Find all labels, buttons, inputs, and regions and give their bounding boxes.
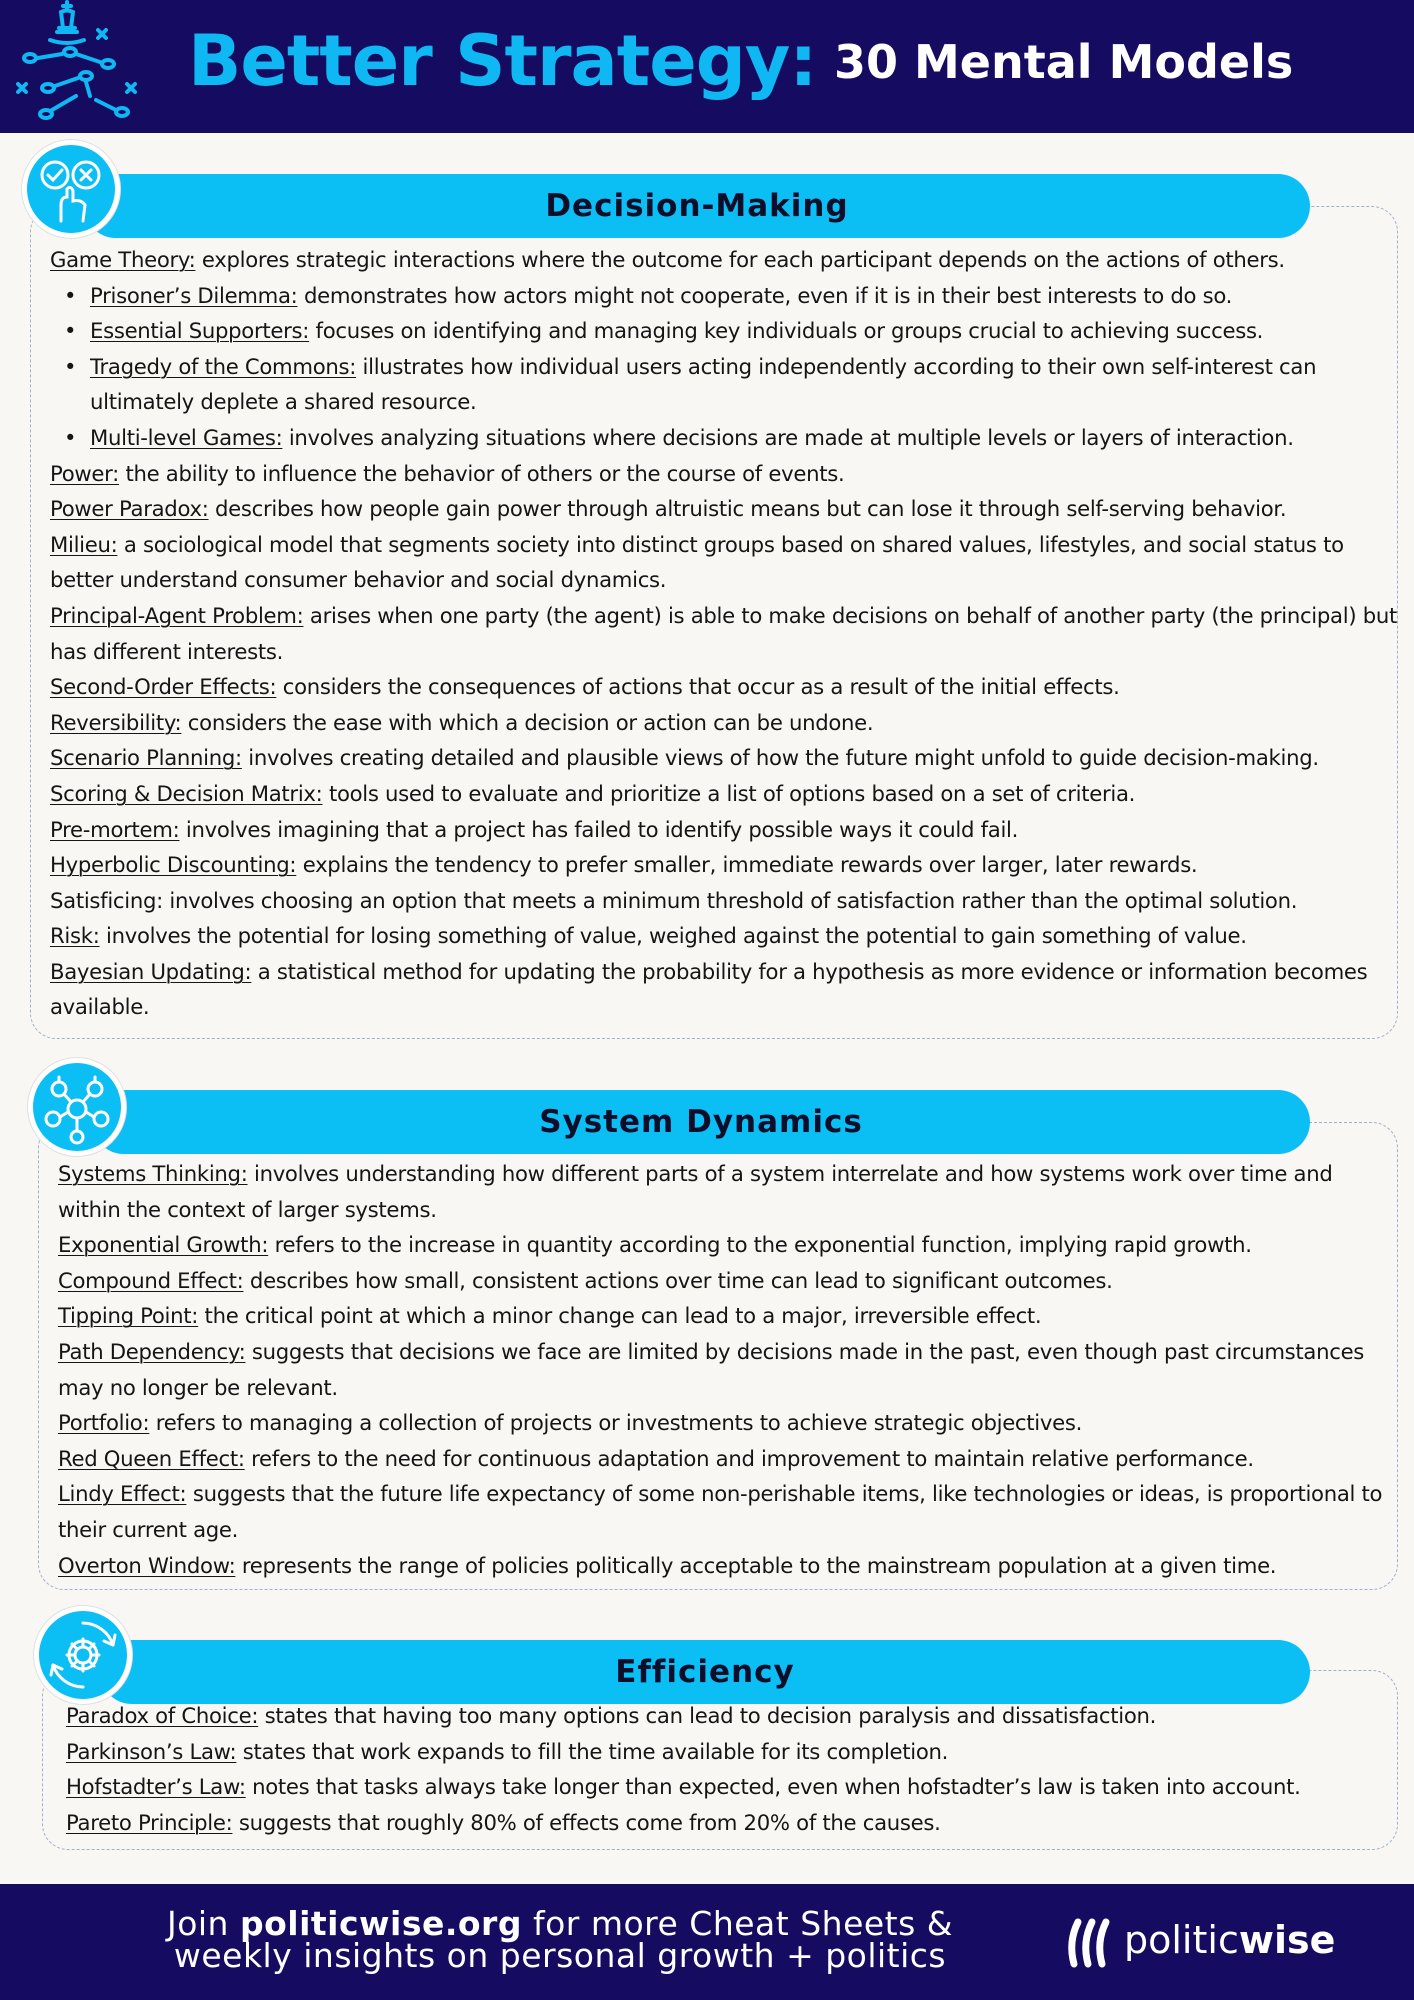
model-description: notes that tasks always take longer than expected, even when hofstadter’s law is taken into account. [245, 1774, 1301, 1800]
model-description: states that work expands to fill the time available for its completion. [236, 1738, 949, 1764]
model-description: arises when one party (the agent) is able to make decisions on behalf of another party (the principal) but has different interests. [50, 602, 1398, 664]
model-description: considers the ease with which a decision or action can be undone. [181, 709, 874, 735]
model-description: the ability to influence the behavior of others or the course of events. [119, 460, 845, 486]
chess-strategy-icon [12, 0, 142, 132]
model-description: refers to the increase in quantity according to the exponential function, implying rapid growth. [268, 1232, 1252, 1258]
bullet-list-item [50, 278, 1400, 314]
section-content [66, 1698, 1398, 1840]
model-entry [66, 1805, 1398, 1841]
model-description: Satisficing: involves choosing an option that meets a minimum threshold of satisfaction rather than the optimal solution. [50, 887, 1298, 913]
model-description: a statistical method for updating the probability for a hypothesis as more evidence or information becomes available. [50, 958, 1368, 1020]
section-title: Efficiency [615, 1654, 795, 1690]
model-term: Hofstadter’s Law: [66, 1774, 246, 1800]
model-description: involves imagining that a project has failed to identify possible ways it could fail. [179, 816, 1019, 842]
brand-bold: wise [1238, 1918, 1336, 1962]
gear-cycle-icon [34, 1606, 132, 1704]
model-description: considers the consequences of actions that occur as a result of the initial effects. [276, 674, 1120, 700]
model-entry [50, 740, 1400, 776]
model-description: involves the potential for losing something of value, weighed against the potential to gain something of value. [99, 923, 1247, 949]
brand-light: politic [1124, 1918, 1239, 1962]
model-entry [50, 776, 1400, 812]
section-efficiency [0, 1606, 1414, 1850]
model-entry [66, 1698, 1398, 1734]
bullet-list-item [50, 313, 1400, 349]
model-description: illustrates how individual users acting independently according to their own self-interest can ultimately deplete a shared resource. [90, 353, 1317, 415]
model-description: represents the range of policies politically acceptable to the mainstream population at a given time. [235, 1552, 1277, 1578]
cta-suffix: for more Cheat Sheets & [521, 1904, 954, 1943]
decision-icon [22, 140, 120, 238]
model-description: describes how people gain power through altruistic means but can lose it through self-serving behavior. [208, 496, 1287, 522]
model-term: Prisoner’s Dilemma: [90, 282, 298, 308]
model-entry [58, 1548, 1398, 1584]
model-entry [50, 669, 1400, 705]
model-term: Power: [50, 460, 120, 486]
model-description: focuses on identifying and managing key individuals or groups crucial to achieving success. [309, 318, 1264, 344]
header [0, 0, 1414, 133]
model-term: Power Paradox: [50, 496, 209, 522]
page-subtitle: 30 Mental Models [834, 35, 1294, 89]
model-term: Pareto Principle: [66, 1809, 233, 1835]
model-description: explains the tendency to prefer smaller, immediate rewards over larger, later rewards. [296, 852, 1198, 878]
model-entry [58, 1405, 1398, 1441]
section-content [58, 1156, 1398, 1583]
model-term: Principal-Agent Problem: [50, 602, 304, 628]
model-entry [58, 1476, 1398, 1547]
model-term: Hyperbolic Discounting: [50, 852, 297, 878]
model-entry [66, 1769, 1398, 1805]
cta-line2: weekly insights on personal growth + politics [173, 1936, 947, 1975]
model-term: Milieu: [50, 531, 118, 557]
model-description: involves analyzing situations where decisions are made at multiple levels or layers of interaction. [282, 424, 1294, 450]
model-description: suggests that roughly 80% of effects come from 20% of the causes. [232, 1809, 941, 1835]
cta-prefix: Join [166, 1904, 240, 1943]
model-description: states that having too many options can lead to decision paralysis and dissatisfaction. [258, 1703, 1157, 1728]
model-term: Tipping Point: [58, 1303, 199, 1329]
section-content [50, 242, 1400, 1025]
brand-name [1124, 1912, 1335, 1968]
section-banner [84, 174, 1310, 238]
model-term: Tragedy of the Commons: [90, 353, 357, 379]
model-entry [50, 242, 1400, 278]
section-system-dynamics [0, 1058, 1414, 1590]
model-entry [58, 1227, 1398, 1263]
model-term: Reversibility: [50, 709, 182, 735]
section-title: Decision-Making [545, 188, 849, 224]
model-description: tools used to evaluate and prioritize a list of options based on a set of criteria. [322, 780, 1136, 806]
network-icon [28, 1058, 126, 1156]
model-description: suggests that decisions we face are limited by decisions made in the past, even though past circumstances may no longer be relevant. [58, 1338, 1365, 1400]
politicwise-logo-icon [1064, 1914, 1116, 1970]
model-term: Scenario Planning: [50, 745, 242, 771]
model-entry [58, 1156, 1398, 1227]
model-description: refers to the need for continuous adaptation and improvement to maintain relative performance. [244, 1445, 1254, 1471]
model-term: Path Dependency: [58, 1338, 246, 1364]
model-term: Exponential Growth: [58, 1232, 269, 1258]
model-entry [58, 1334, 1398, 1405]
model-term: Portfolio: [58, 1410, 150, 1436]
section-title: System Dynamics [539, 1104, 863, 1140]
model-entry [50, 812, 1400, 848]
model-entry [50, 456, 1400, 492]
model-term: Red Queen Effect: [58, 1445, 245, 1471]
model-entry [58, 1441, 1398, 1477]
model-term: Game Theory: [50, 247, 196, 272]
model-entry [50, 883, 1400, 919]
footer-link[interactable]: politicwise.org [239, 1904, 522, 1943]
model-term: Overton Window: [58, 1552, 236, 1578]
model-term: Paradox of Choice: [66, 1703, 259, 1728]
model-description: demonstrates how actors might not cooperate, even if it is in their best interests to do so. [297, 282, 1233, 308]
model-term: Compound Effect: [58, 1267, 244, 1293]
model-description: describes how small, consistent actions over time can lead to significant outcomes. [243, 1267, 1113, 1293]
model-entry [50, 847, 1400, 883]
page-title: Better Strategy: [188, 20, 817, 102]
model-term: Systems Thinking: [58, 1161, 248, 1186]
model-description: the critical point at which a minor change can lead to a major, irreversible effect. [198, 1303, 1042, 1329]
model-term: Risk: [50, 923, 100, 949]
footer [0, 1884, 1414, 2000]
section-decision-making [0, 140, 1414, 1040]
model-description: refers to managing a collection of projects or investments to achieve strategic objectives. [149, 1410, 1083, 1436]
section-banner [100, 1640, 1310, 1704]
model-description: a sociological model that segments society into distinct groups based on shared values, lifestyles, and social status to better understand consumer behavior and social dynamics. [50, 531, 1344, 593]
model-description: suggests that the future life expectancy of some non-perishable items, like technologies or ideas, is proportional to their current age. [58, 1481, 1383, 1542]
model-entry [58, 1263, 1398, 1299]
model-entry [50, 705, 1400, 741]
model-term: Parkinson’s Law: [66, 1738, 237, 1764]
bullet-list-item [50, 349, 1400, 420]
model-term: Essential Supporters: [90, 318, 310, 344]
model-description: involves creating detailed and plausible views of how the future might unfold to guide decision-making. [241, 745, 1319, 771]
model-description: explores strategic interactions where the outcome for each participant depends on the actions of others. [195, 247, 1285, 272]
model-term: Bayesian Updating: [50, 958, 252, 984]
model-term: Scoring & Decision Matrix: [50, 780, 323, 806]
model-entry [66, 1734, 1398, 1770]
model-term: Pre-mortem: [50, 816, 180, 842]
model-term: Lindy Effect: [58, 1481, 187, 1507]
model-term: Second-Order Effects: [50, 674, 277, 700]
model-term: Multi-level Games: [90, 424, 283, 450]
section-banner [92, 1090, 1310, 1154]
bullet-list-item [50, 420, 1400, 456]
model-entry [50, 527, 1400, 598]
model-entry [50, 598, 1400, 669]
model-entry [50, 918, 1400, 954]
model-entry [58, 1298, 1398, 1334]
model-entry [50, 954, 1400, 1025]
model-description: involves understanding how different parts of a system interrelate and how systems work over time and within the context of larger systems. [58, 1161, 1333, 1222]
model-entry [50, 491, 1400, 527]
footer-cta [150, 1904, 970, 1975]
